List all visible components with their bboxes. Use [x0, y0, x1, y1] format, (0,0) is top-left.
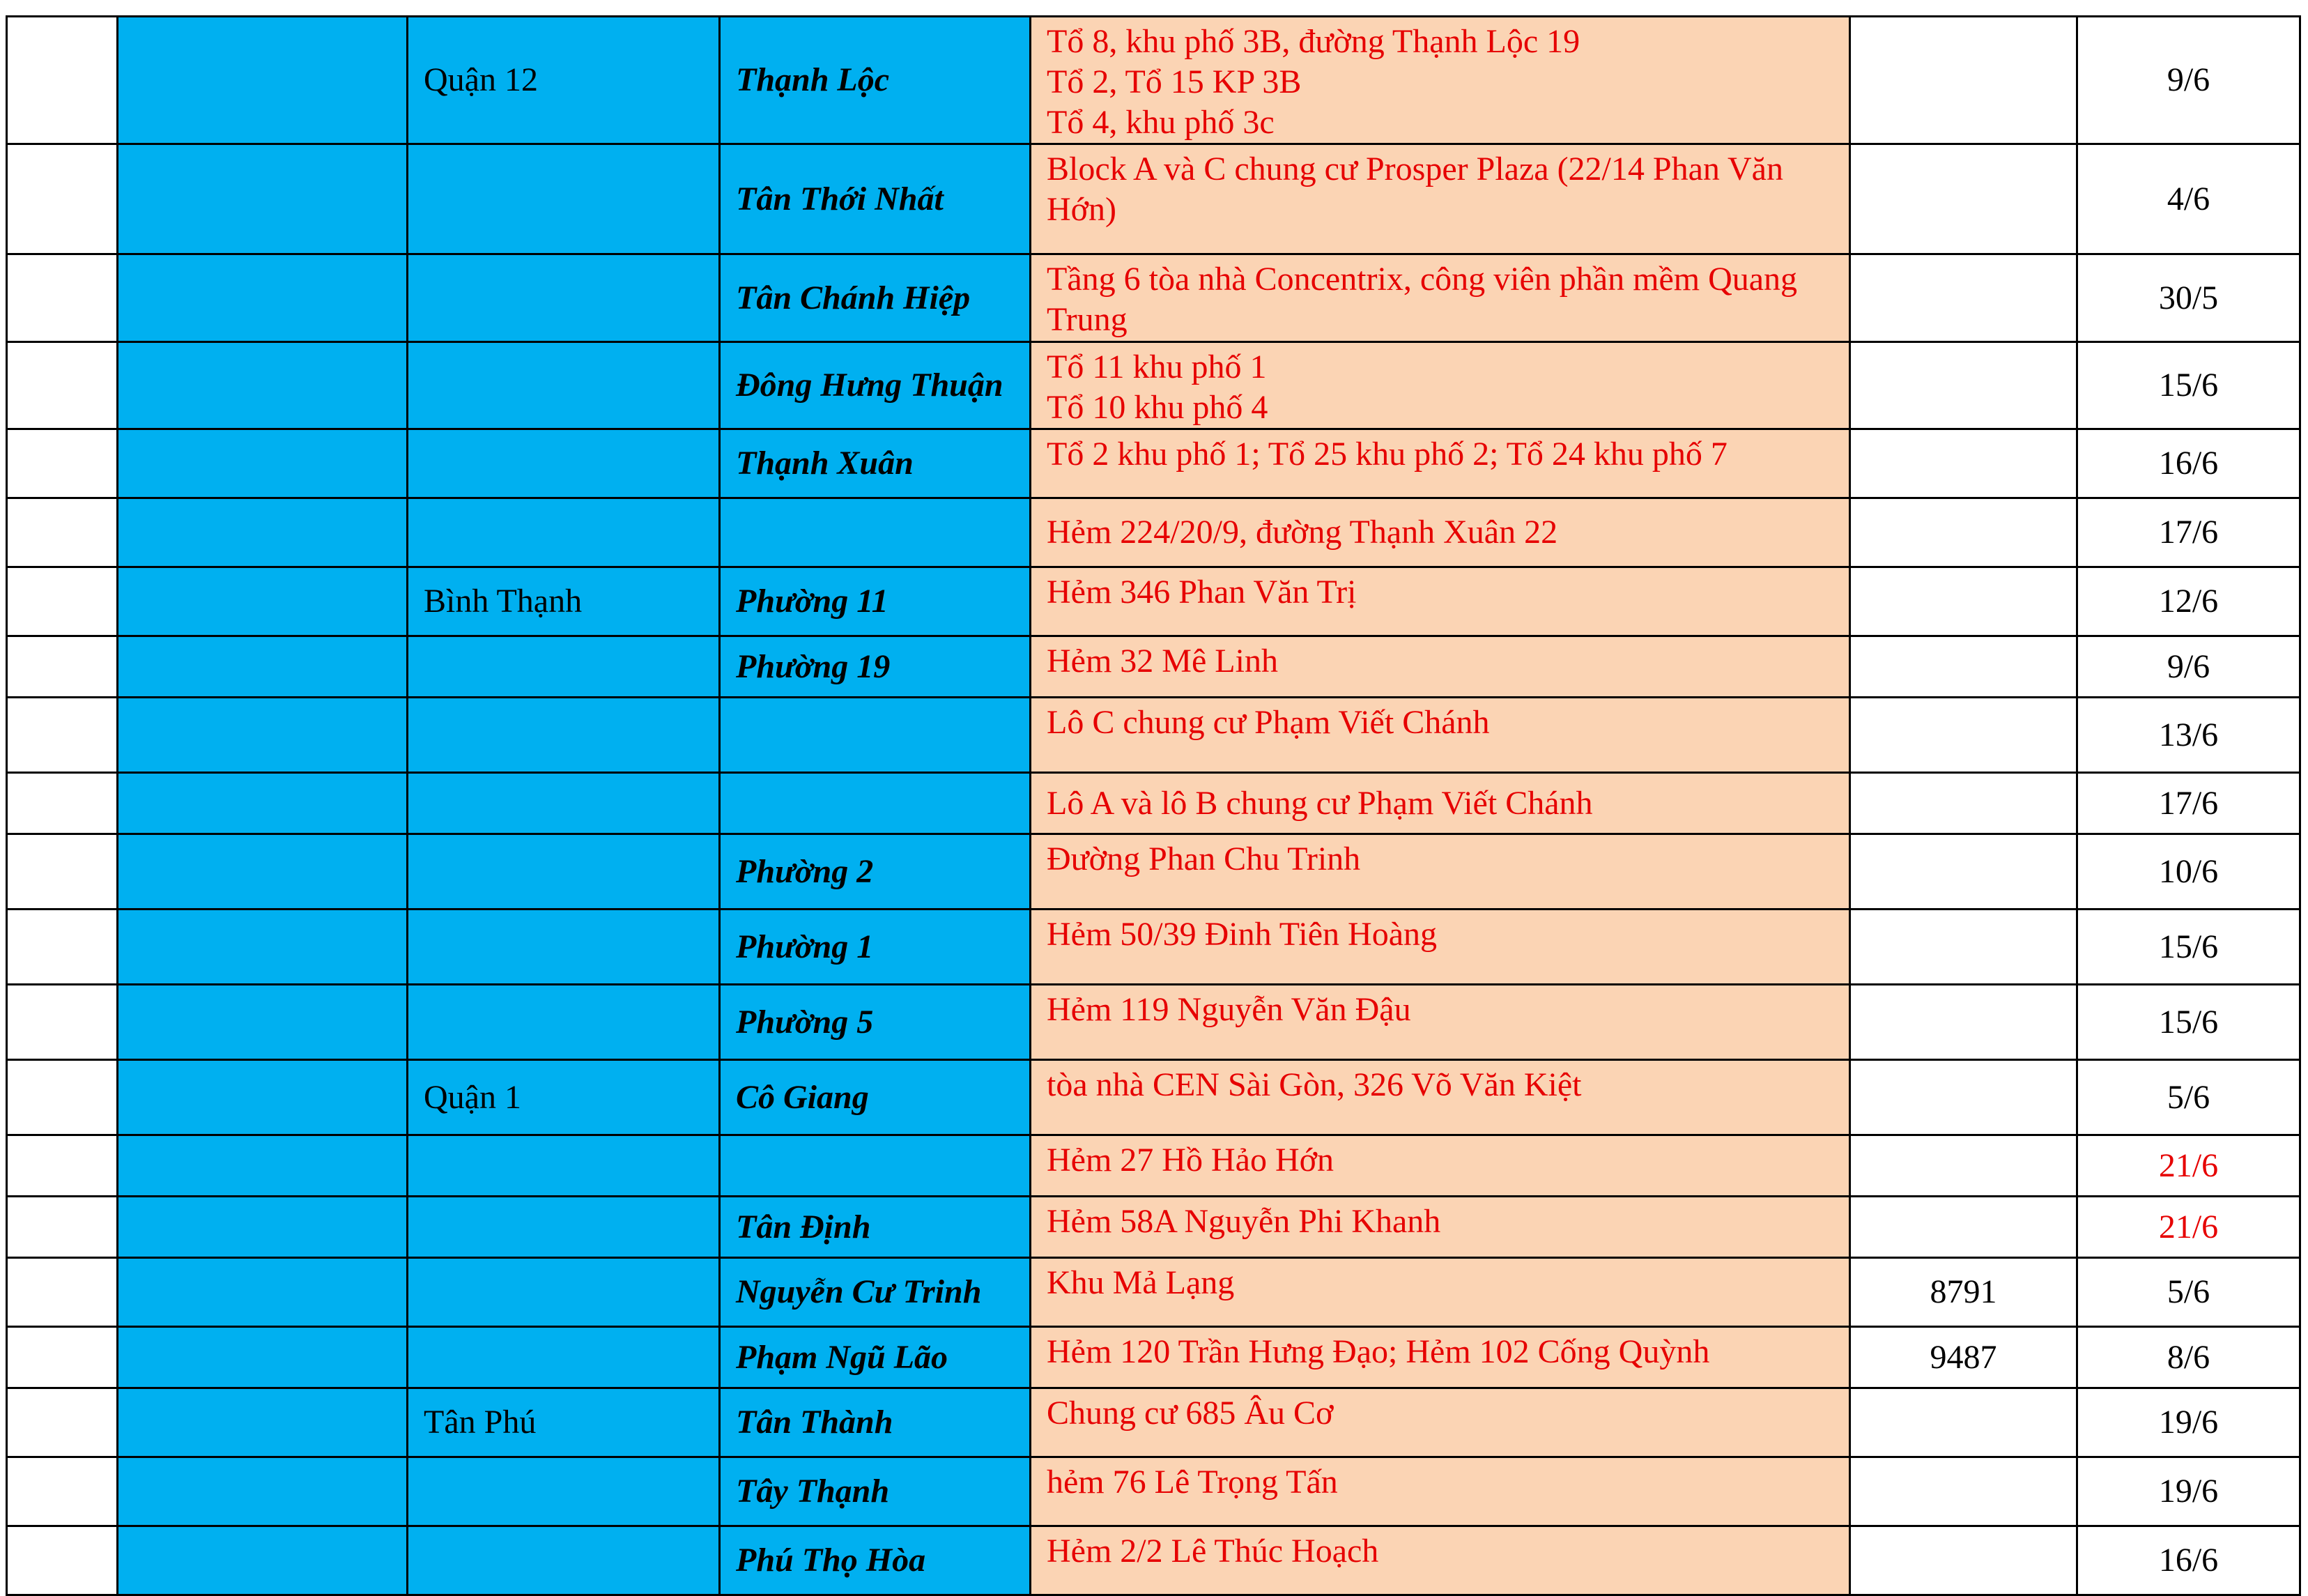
date-cell: 5/6 [2077, 1060, 2300, 1135]
district-cell [408, 698, 720, 773]
district-cell [408, 985, 720, 1060]
ward-cell [720, 1135, 1031, 1197]
address-line: Hẻm 224/20/9, đường Thạnh Xuân 22 [1047, 514, 1558, 551]
address-cell [1031, 1197, 1850, 1258]
row-index-cell [7, 342, 118, 429]
ward-cell: Tân Chánh Hiệp [720, 254, 1031, 342]
city-cell [118, 1526, 408, 1595]
table-body [7, 17, 2300, 1595]
district-cell: Quận 1 [408, 1060, 720, 1135]
row-index-cell [7, 1388, 118, 1457]
date-cell: 16/6 [2077, 429, 2300, 498]
ward-cell: Thạnh Xuân [720, 429, 1031, 498]
date-cell: 13/6 [2077, 698, 2300, 773]
address-line: Block A và C chung cư Prosper Plaza (22/14 Phan Văn Hớn) [1047, 151, 1792, 228]
table-row [7, 834, 2300, 910]
address-line: Lô C chung cư Phạm Viết Chánh [1047, 704, 1490, 741]
address-line: tòa nhà CEN Sài Gòn, 326 Võ Văn Kiệt [1047, 1066, 1582, 1103]
address-line: Hẻm 2/2 Lê Thúc Hoạch [1047, 1533, 1379, 1570]
city-cell [118, 985, 408, 1060]
case-count-cell [1850, 1388, 2077, 1457]
case-count-cell [1850, 834, 2077, 910]
address-cell [1031, 1457, 1850, 1526]
address-line: Hẻm 346 Phan Văn Trị [1047, 574, 1357, 611]
address-line: Tổ 10 khu phố 4 [1047, 389, 1268, 426]
table-row [7, 773, 2300, 834]
table-row [7, 254, 2300, 342]
address-cell [1031, 1526, 1850, 1595]
ward-cell: Tây Thạnh [720, 1457, 1031, 1526]
address-cell [1031, 144, 1850, 254]
case-count-cell [1850, 17, 2077, 144]
row-index-cell [7, 1197, 118, 1258]
date-cell: 21/6 [2077, 1197, 2300, 1258]
address-cell [1031, 567, 1850, 636]
address-line: hẻm 76 Lê Trọng Tấn [1047, 1464, 1338, 1501]
district-cell [408, 910, 720, 985]
address-cell [1031, 1327, 1850, 1388]
city-cell [118, 1060, 408, 1135]
date-cell: 30/5 [2077, 254, 2300, 342]
row-index-cell [7, 498, 118, 567]
district-cell [408, 429, 720, 498]
district-cell: Bình Thạnh [408, 567, 720, 636]
row-index-cell [7, 567, 118, 636]
address-line: Tổ 2 khu phố 1; Tổ 25 khu phố 2; Tổ 24 khu phố 7 [1047, 436, 1728, 473]
date-cell: 12/6 [2077, 567, 2300, 636]
table-row [7, 910, 2300, 985]
address-cell [1031, 698, 1850, 773]
case-count-cell: 9487 [1850, 1327, 2077, 1388]
case-count-cell [1850, 773, 2077, 834]
city-cell [118, 698, 408, 773]
date-cell: 16/6 [2077, 1526, 2300, 1595]
table-row [7, 698, 2300, 773]
ward-cell: Phường 5 [720, 985, 1031, 1060]
district-cell: Quận 12 [408, 17, 720, 144]
table-row [7, 636, 2300, 698]
date-cell: 9/6 [2077, 17, 2300, 144]
table-row [7, 1135, 2300, 1197]
date-cell: 17/6 [2077, 773, 2300, 834]
row-index-cell [7, 1327, 118, 1388]
table-row [7, 1060, 2300, 1135]
case-count-cell [1850, 1060, 2077, 1135]
address-cell [1031, 910, 1850, 985]
address-cell [1031, 985, 1850, 1060]
date-cell: 15/6 [2077, 985, 2300, 1060]
table-row [7, 1197, 2300, 1258]
row-index-cell [7, 144, 118, 254]
ward-cell: Phạm Ngũ Lão [720, 1327, 1031, 1388]
table-row [7, 429, 2300, 498]
address-line: Hẻm 32 Mê Linh [1047, 643, 1278, 680]
district-cell [408, 144, 720, 254]
district-cell [408, 342, 720, 429]
ward-cell: Phường 1 [720, 910, 1031, 985]
date-cell: 4/6 [2077, 144, 2300, 254]
address-line: Tổ 11 khu phố 1 [1047, 348, 1267, 385]
district-cell [408, 1526, 720, 1595]
district-cell [408, 1327, 720, 1388]
district-cell [408, 1457, 720, 1526]
case-count-cell [1850, 429, 2077, 498]
ward-cell: Tân Định [720, 1197, 1031, 1258]
row-index-cell [7, 1258, 118, 1327]
ward-cell: Phường 11 [720, 567, 1031, 636]
case-count-cell [1850, 1135, 2077, 1197]
outbreak-locations-table [6, 15, 2301, 1596]
district-cell [408, 1135, 720, 1197]
address-cell [1031, 1060, 1850, 1135]
row-index-cell [7, 1135, 118, 1197]
row-index-cell [7, 17, 118, 144]
address-line: Hẻm 58A Nguyễn Phi Khanh [1047, 1203, 1441, 1240]
table-row [7, 342, 2300, 429]
case-count-cell [1850, 698, 2077, 773]
address-line: Tổ 2, Tổ 15 KP 3B [1047, 63, 1302, 100]
address-cell [1031, 342, 1850, 429]
district-cell [408, 1197, 720, 1258]
row-index-cell [7, 773, 118, 834]
case-count-cell [1850, 1197, 2077, 1258]
address-line: Hẻm 119 Nguyễn Văn Đậu [1047, 991, 1411, 1028]
table-row [7, 985, 2300, 1060]
city-cell [118, 1457, 408, 1526]
district-cell [408, 1258, 720, 1327]
address-cell [1031, 1388, 1850, 1457]
case-count-cell [1850, 342, 2077, 429]
row-index-cell [7, 698, 118, 773]
ward-cell [720, 773, 1031, 834]
row-index-cell [7, 429, 118, 498]
date-cell: 21/6 [2077, 1135, 2300, 1197]
ward-cell: Cô Giang [720, 1060, 1031, 1135]
address-cell [1031, 1135, 1850, 1197]
address-cell [1031, 254, 1850, 342]
city-cell [118, 1327, 408, 1388]
address-cell [1031, 498, 1850, 567]
address-line: Chung cư 685 Âu Cơ [1047, 1395, 1334, 1432]
date-cell: 5/6 [2077, 1258, 2300, 1327]
case-count-cell [1850, 567, 2077, 636]
ward-cell: Đông Hưng Thuận [720, 342, 1031, 429]
row-index-cell [7, 636, 118, 698]
case-count-cell [1850, 1526, 2077, 1595]
ward-cell: Nguyễn Cư Trinh [720, 1258, 1031, 1327]
case-count-cell [1850, 144, 2077, 254]
address-line: Đường Phan Chu Trinh [1047, 841, 1361, 877]
table-row [7, 17, 2300, 144]
row-index-cell [7, 1457, 118, 1526]
city-cell [118, 910, 408, 985]
city-cell [118, 144, 408, 254]
ward-cell: Phú Thọ Hòa [720, 1526, 1031, 1595]
row-index-cell [7, 254, 118, 342]
case-count-cell: 8791 [1850, 1258, 2077, 1327]
city-cell [118, 254, 408, 342]
ward-cell [720, 498, 1031, 567]
address-line: Hẻm 120 Trần Hưng Đạo; Hẻm 102 Cống Quỳnh [1047, 1333, 1710, 1370]
city-cell [118, 498, 408, 567]
city-cell [118, 1197, 408, 1258]
district-cell [408, 834, 720, 910]
date-cell: 9/6 [2077, 636, 2300, 698]
city-cell [118, 636, 408, 698]
ward-cell: Thạnh Lộc [720, 17, 1031, 144]
city-cell [118, 17, 408, 144]
city-cell [118, 1388, 408, 1457]
date-cell: 15/6 [2077, 342, 2300, 429]
city-cell [118, 429, 408, 498]
date-cell: 8/6 [2077, 1327, 2300, 1388]
district-cell: Tân Phú [408, 1388, 720, 1457]
row-index-cell [7, 834, 118, 910]
ward-cell: Tân Thành [720, 1388, 1031, 1457]
table-row [7, 498, 2300, 567]
ward-cell: Phường 19 [720, 636, 1031, 698]
address-line: Lô A và lô B chung cư Phạm Viết Chánh [1047, 784, 1593, 822]
row-index-cell [7, 985, 118, 1060]
table-row [7, 1388, 2300, 1457]
case-count-cell [1850, 910, 2077, 985]
address-line: Tổ 4, khu phố 3c [1047, 104, 1275, 141]
row-index-cell [7, 1526, 118, 1595]
ward-cell: Phường 2 [720, 834, 1031, 910]
case-count-cell [1850, 1457, 2077, 1526]
address-line: Hẻm 27 Hồ Hảo Hớn [1047, 1142, 1334, 1179]
city-cell [118, 773, 408, 834]
case-count-cell [1850, 498, 2077, 567]
date-cell: 15/6 [2077, 910, 2300, 985]
row-index-cell [7, 1060, 118, 1135]
district-cell [408, 773, 720, 834]
district-cell [408, 254, 720, 342]
address-line: Khu Mả Lạng [1047, 1264, 1235, 1301]
table-row [7, 1327, 2300, 1388]
case-count-cell [1850, 985, 2077, 1060]
address-cell [1031, 429, 1850, 498]
table-row [7, 1258, 2300, 1327]
address-line: Tổ 8, khu phố 3B, đường Thạnh Lộc 19 [1047, 23, 1580, 60]
ward-cell: Tân Thới Nhất [720, 144, 1031, 254]
district-cell [408, 498, 720, 567]
date-cell: 19/6 [2077, 1388, 2300, 1457]
address-cell [1031, 1258, 1850, 1327]
district-cell [408, 636, 720, 698]
address-cell [1031, 17, 1850, 144]
city-cell [118, 1258, 408, 1327]
address-line: Hẻm 50/39 Đinh Tiên Hoàng [1047, 916, 1438, 953]
table-row [7, 1526, 2300, 1595]
date-cell: 17/6 [2077, 498, 2300, 567]
date-cell: 19/6 [2077, 1457, 2300, 1526]
case-count-cell [1850, 636, 2077, 698]
city-cell [118, 567, 408, 636]
table-row [7, 567, 2300, 636]
row-index-cell [7, 910, 118, 985]
table-row [7, 144, 2300, 254]
address-line: Tầng 6 tòa nhà Concentrix, công viên phần mềm Quang Trung [1047, 261, 1806, 338]
date-cell: 10/6 [2077, 834, 2300, 910]
city-cell [118, 342, 408, 429]
address-cell [1031, 636, 1850, 698]
ward-cell [720, 698, 1031, 773]
address-cell [1031, 773, 1850, 834]
city-cell [118, 834, 408, 910]
table-row [7, 1457, 2300, 1526]
address-cell [1031, 834, 1850, 910]
city-cell [118, 1135, 408, 1197]
case-count-cell [1850, 254, 2077, 342]
